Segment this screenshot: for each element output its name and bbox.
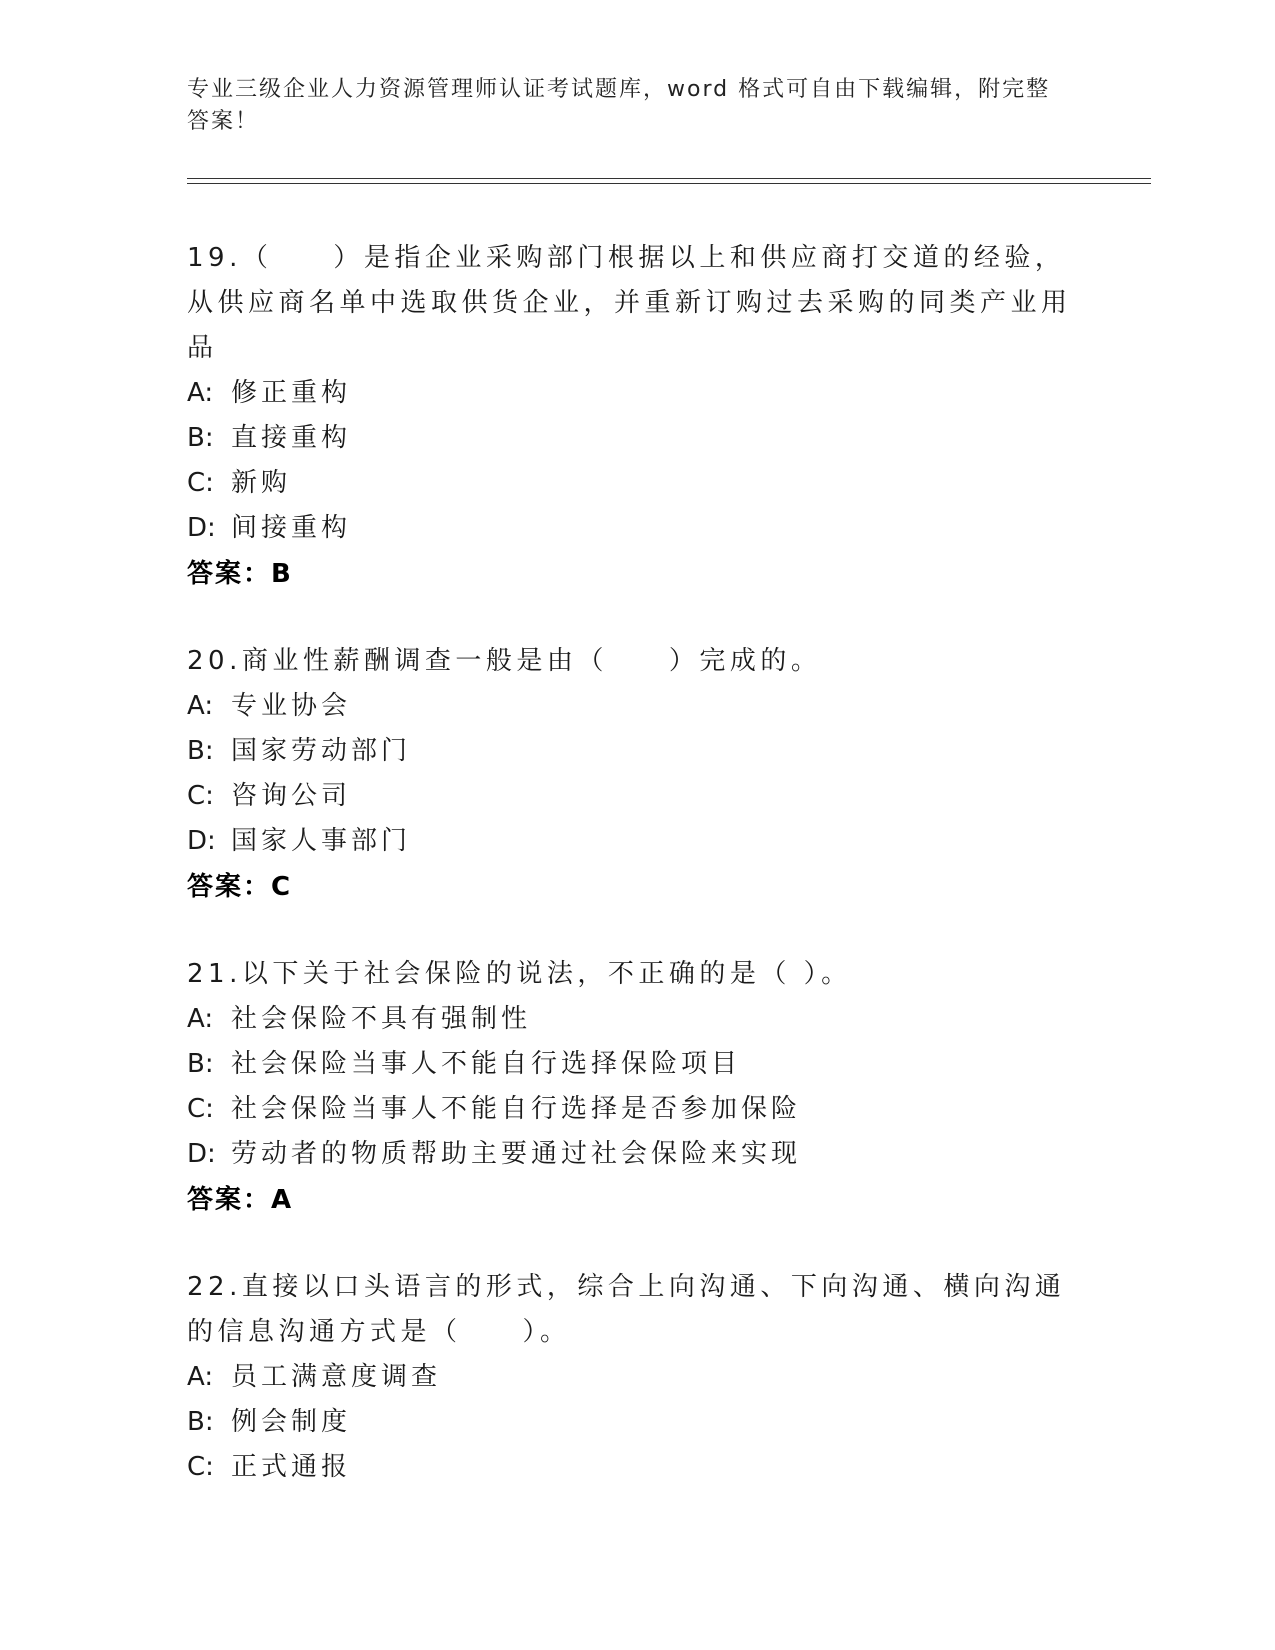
option-text: 正式通报 [231,1452,352,1482]
option-c [187,1445,1087,1490]
option-text: 咨询公司 [231,781,352,811]
header-rule-bottom [187,183,1151,184]
question-stem: 20.商业性薪酬调查一般是由（ ）完成的。 [187,646,822,676]
option-text: 专业协会 [231,691,352,721]
option-letter: D: [187,826,216,856]
option-d [187,506,1087,551]
option-letter: C: [187,468,214,498]
option-letter: C: [187,1094,214,1124]
option-text: 员工满意度调查 [231,1362,442,1392]
option-a [187,1355,1087,1400]
option-d [187,819,1087,864]
option-text: 社会保险不具有强制性 [231,1004,532,1034]
option-d [187,1132,1087,1177]
option-letter: B: [187,1407,214,1437]
option-letter: A: [187,378,214,408]
question-20 [187,639,1087,910]
header-rule-top [187,178,1151,179]
option-text: 修正重构 [231,378,352,408]
option-text: 社会保险当事人不能自行选择是否参加保险 [231,1094,802,1124]
question-list [187,236,1087,1532]
question-22 [187,1265,1087,1490]
option-c [187,1087,1087,1132]
option-b [187,1400,1087,1445]
option-a [187,684,1087,729]
option-b [187,1042,1087,1087]
question-stem: 22.直接以口头语言的形式，综合上向沟通、下向沟通、横向沟通的信息沟通方式是（ ）。 [187,1272,1066,1347]
option-text: 社会保险当事人不能自行选择保险项目 [231,1049,742,1079]
option-letter: B: [187,423,214,453]
option-text: 国家人事部门 [231,826,412,856]
option-a [187,997,1087,1042]
option-letter: B: [187,736,214,766]
option-b [187,416,1087,461]
option-letter: B: [187,1049,214,1079]
option-letter: A: [187,1362,214,1392]
answer-line: 答案：B [187,559,293,589]
option-letter: C: [187,781,214,811]
page-header: 专业三级企业人力资源管理师认证考试题库，word 格式可自由下载编辑，附完整答案！ [187,77,1051,134]
answer-line: 答案：A [187,1185,294,1215]
option-text: 劳动者的物质帮助主要通过社会保险来实现 [231,1139,802,1169]
option-letter: A: [187,1004,214,1034]
option-text: 新购 [231,468,292,498]
option-c [187,461,1087,506]
option-text: 直接重构 [231,423,352,453]
option-a [187,371,1087,416]
option-c [187,774,1087,819]
option-letter: C: [187,1452,214,1482]
option-b [187,729,1087,774]
option-letter: A: [187,691,214,721]
answer-line: 答案：C [187,872,293,902]
option-text: 例会制度 [231,1407,352,1437]
question-stem: 19.（ ）是指企业采购部门根据以上和供应商打交道的经验，从供应商名单中选取供货企业，并重新订购过去采购的同类产业用品 [187,243,1072,363]
option-text: 间接重构 [231,513,352,543]
question-19 [187,236,1087,597]
option-letter: D: [187,1139,216,1169]
question-21 [187,952,1087,1223]
option-text: 国家劳动部门 [231,736,412,766]
option-letter: D: [187,513,216,543]
question-stem: 21.以下关于社会保险的说法，不正确的是（ ）。 [187,959,852,989]
